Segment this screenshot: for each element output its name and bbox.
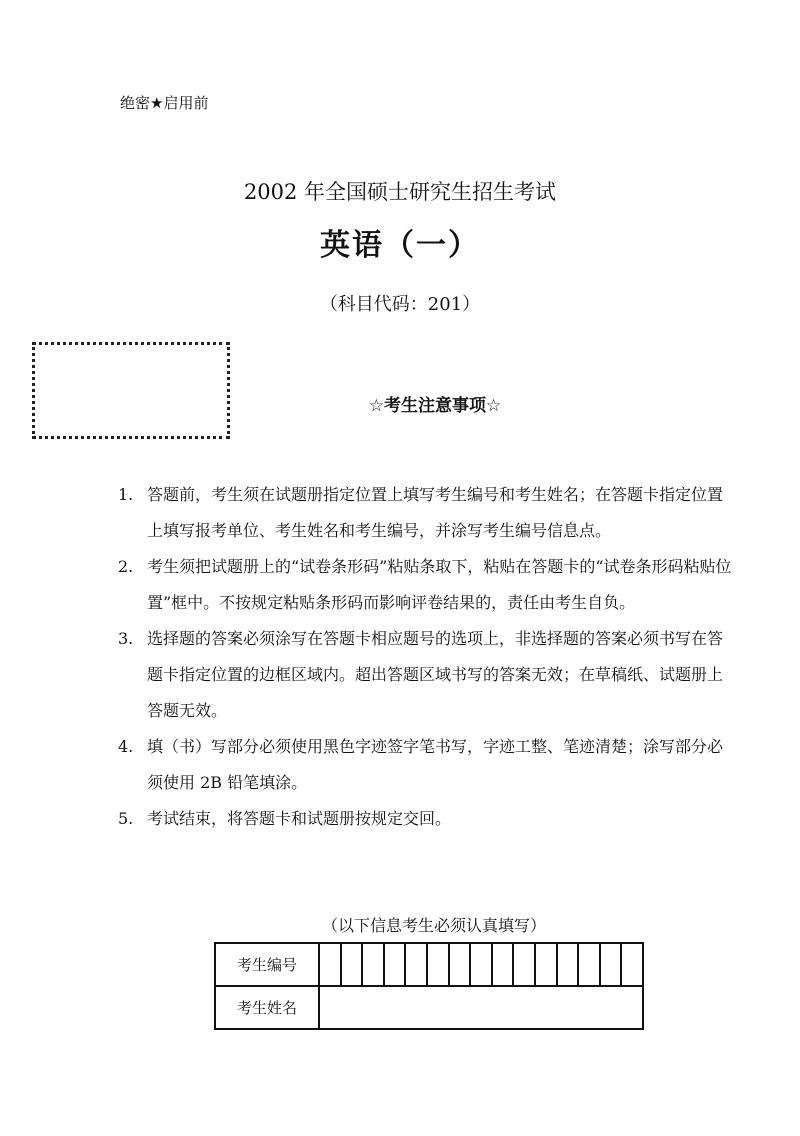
- candidate-name-label: 考生姓名: [215, 986, 319, 1029]
- candidate-number-row: [215, 943, 643, 986]
- instructions-list: [118, 477, 738, 837]
- candidate-number-cell[interactable]: [319, 943, 341, 986]
- exam-title: 2002 年全国硕士研究生招生考试: [243, 180, 557, 204]
- candidate-number-cell[interactable]: [470, 943, 492, 986]
- candidate-number-label: 考生编号: [215, 943, 319, 986]
- instruction-item: [118, 549, 738, 621]
- secret-mark: 绝密★启用前: [120, 94, 209, 112]
- candidate-number-cell[interactable]: [535, 943, 557, 986]
- instruction-number: 5.: [118, 809, 134, 828]
- candidate-number-cell[interactable]: [341, 943, 363, 986]
- subject-code: （科目代码：201）: [319, 294, 481, 315]
- instruction-number: 1.: [118, 485, 134, 504]
- instruction-number: 2.: [118, 557, 134, 576]
- instruction-number: 3.: [118, 629, 134, 648]
- candidate-name-field[interactable]: [319, 986, 643, 1029]
- instruction-item: [118, 729, 738, 801]
- candidate-number-cell[interactable]: [427, 943, 449, 986]
- notice-title: ☆考生注意事项☆: [368, 396, 502, 416]
- candidate-number-cell[interactable]: [405, 943, 427, 986]
- candidate-number-cell[interactable]: [492, 943, 514, 986]
- subject-title: 英语（一）: [320, 228, 480, 263]
- candidate-info-table: [214, 942, 644, 1030]
- candidate-number-cell[interactable]: [578, 943, 600, 986]
- form-note: （以下信息考生必须认真填写）: [321, 916, 546, 935]
- candidate-number-cell[interactable]: [621, 943, 643, 986]
- instruction-text: 填（书）写部分必须使用黑色字迹签字笔书写，字迹工整、笔迹清楚；涂写部分必须使用 2B 铅笔填涂。: [147, 737, 724, 792]
- candidate-number-cell[interactable]: [449, 943, 471, 986]
- candidate-number-cell[interactable]: [513, 943, 535, 986]
- candidate-number-cell[interactable]: [557, 943, 579, 986]
- candidate-name-row: [215, 986, 643, 1029]
- candidate-number-cell[interactable]: [600, 943, 622, 986]
- instruction-text: 考生须把试题册上的“试卷条形码”粘贴条取下，粘贴在答题卡的“试卷条形码粘贴位置”框中。不按规定粘贴条形码而影响评卷结果的，责任由考生自负。: [147, 557, 732, 612]
- instruction-item: [118, 477, 738, 549]
- candidate-number-cell[interactable]: [362, 943, 384, 986]
- instruction-text: 选择题的答案必须涂写在答题卡相应题号的选项上，非选择题的答案必须书写在答题卡指定位置的边框区域内。超出答题区域书写的答案无效；在草稿纸、试题册上答题无效。: [147, 629, 724, 720]
- instruction-number: 4.: [118, 737, 134, 756]
- instruction-text: 考试结束，将答题卡和试题册按规定交回。: [147, 809, 452, 828]
- instruction-item: [118, 801, 738, 837]
- instruction-text: 答题前，考生须在试题册指定位置上填写考生编号和考生姓名；在答题卡指定位置上填写报考单位、考生姓名和考生编号，并涂写考生编号信息点。: [147, 485, 724, 540]
- instruction-item: [118, 621, 738, 729]
- candidate-number-cell[interactable]: [384, 943, 406, 986]
